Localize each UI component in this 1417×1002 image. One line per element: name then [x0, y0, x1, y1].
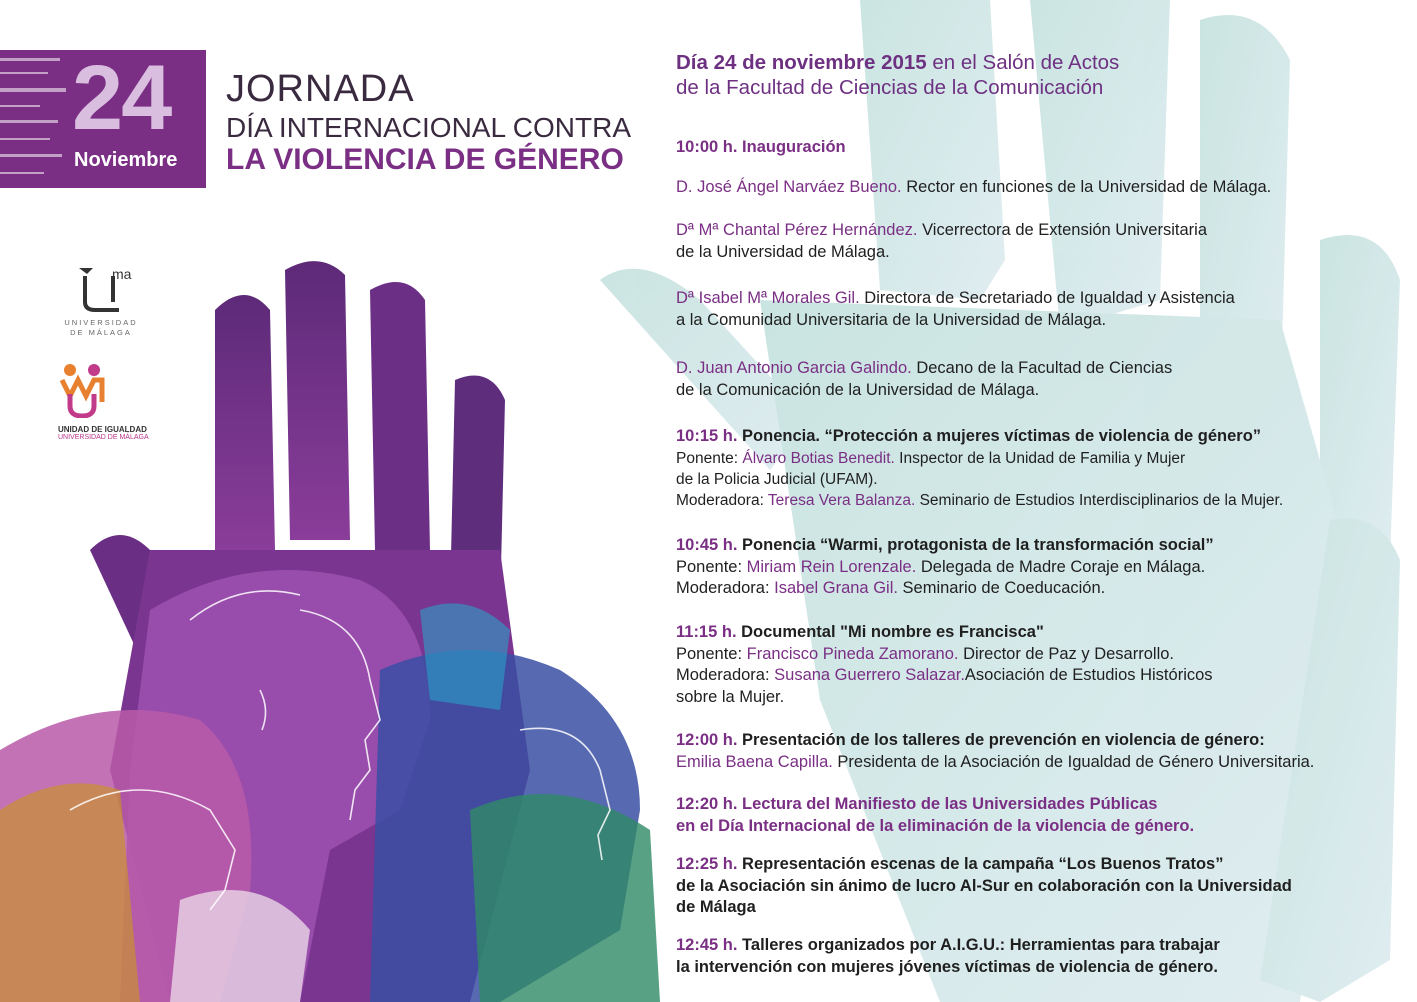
date-month: Noviembre [74, 149, 178, 171]
session-1115-ponente-name: Francisco Pineda Zamorano. [746, 644, 959, 663]
speaker-3-role-line-2: a la Comunidad Universitaria de la Universidad de Málaga. [676, 310, 1107, 329]
session-1115-title: Documental "Mi nombre es Francisca" [736, 623, 1044, 641]
speaker-3 [676, 288, 1235, 331]
speaker-2-role: Vicerrectora de Extensión Universitaria [917, 221, 1207, 239]
session-1045-time: 10:45 h. [676, 536, 738, 554]
session-1045-ponente-role: Delegada de Madre Coraje en Málaga. [916, 557, 1206, 576]
session-1015 [676, 426, 1283, 511]
session-1015-time: 10:15 h. [676, 427, 738, 445]
session-1015-moderadora-role: Seminario de Estudios Interdisciplinarios de la Mujer. [915, 491, 1284, 509]
session-1200-role: Presidenta de la Asociación de Igualdad de Género Universitaria. [832, 752, 1315, 771]
session-1220-line-1: 12:20 h. Lectura del Manifiesto de las Universidades Públicas [676, 795, 1158, 813]
session-1200-name: Emilia Baena Capilla. [676, 752, 833, 771]
speaker-2 [676, 220, 1207, 263]
uma-logo-label [58, 318, 144, 338]
title-line-3: LA VIOLENCIA DE GÉNERO [226, 143, 624, 176]
speaker-2-role-line-2: de la Universidad de Málaga. [676, 242, 890, 261]
session-1115-moderadora-role-line-2: sobre la Mujer. [676, 687, 785, 706]
speaker-4-role: Decano de la Facultad de Ciencias [911, 359, 1173, 377]
speaker-2-name: Dª Mª Chantal Pérez Hernández. [676, 221, 918, 239]
session-1225-title: Representación escenas de la campaña “Los Buenos Tratos” [737, 855, 1224, 873]
session-1225-time: 12:25 h. [676, 855, 738, 873]
session-1015-ponente-role-line-2: de la Policia Judicial (UFAM). [676, 470, 878, 488]
event-title [226, 70, 631, 175]
session-1115-ponente-role: Director de Paz y Desarrollo. [958, 644, 1174, 663]
igualdad-logo-icon [58, 362, 106, 418]
session-1245-title: Talleres organizados por A.I.G.U.: Herramientas para trabajar [737, 936, 1220, 954]
session-1200-time: 12:00 h. [676, 731, 738, 749]
session-1115-moderadora-role: Asociación de Estudios Históricos [964, 666, 1213, 684]
session-1045-moderadora-role: Seminario de Coeducación. [897, 579, 1106, 597]
session-1045-title: Ponencia “Warmi, protagonista de la transformación social” [737, 536, 1214, 554]
session-1015-moderadora-name: Teresa Vera Balanza. [767, 491, 916, 509]
igualdad-label-2: UNIVERSIDAD DE MÁLAGA [58, 434, 149, 441]
event-place: en el Salón de Actos [926, 51, 1120, 74]
session-1225-line-3: de Málaga [676, 898, 756, 916]
speaker-1-name: D. José Ángel Narváez Bueno. [676, 178, 902, 196]
session-1045 [676, 535, 1214, 600]
session-1045-moderadora-name: Isabel Grana Gil. [774, 579, 898, 597]
speaker-3-role: Directora de Secretariado de Igualdad y Asistencia [859, 289, 1235, 307]
event-date-place [676, 50, 1119, 100]
session-1015-title: Ponencia. “Protección a mujeres víctimas de violencia de género” [737, 427, 1262, 445]
event-place-line-2: de la Facultad de Ciencias de la Comunicación [676, 76, 1104, 99]
session-1200 [676, 730, 1314, 773]
speaker-4 [676, 358, 1172, 401]
moderadora-label: Moderadora: [676, 666, 775, 684]
ponente-label: Ponente: [676, 644, 747, 663]
session-1245-line-2: la intervención con mujeres jóvenes víctimas de violencia de género. [676, 957, 1218, 976]
session-1115 [676, 622, 1213, 708]
session-1200-title: Presentación de los talleres de prevención en violencia de género: [737, 731, 1265, 749]
unidad-igualdad-logo [58, 362, 158, 441]
speaker-4-name: D. Juan Antonio Garcia Galindo. [676, 359, 912, 377]
session-1220 [676, 794, 1194, 837]
ponente-label: Ponente: [676, 449, 743, 467]
session-1245-time: 12:45 h. [676, 936, 738, 954]
session-1115-time: 11:15 h. [676, 623, 737, 641]
session-1220-line-2: en el Día Internacional de la eliminación de la violencia de género. [676, 816, 1195, 835]
session-1045-ponente-name: Miriam Rein Lorenzale. [746, 557, 917, 576]
session-1225-line-2: de la Asociación sin ánimo de lucro Al-Sur en colaboración con la Universidad [676, 876, 1292, 895]
session-1245 [676, 935, 1220, 978]
title-line-2: DÍA INTERNACIONAL CONTRA [226, 112, 632, 143]
ponente-label: Ponente: [676, 557, 747, 576]
brush-streaks [0, 50, 80, 188]
session-1115-moderadora-name: Susana Guerrero Salazar. [774, 666, 965, 684]
moderadora-label: Moderadora: [676, 491, 768, 509]
speaker-3-name: Dª Isabel Mª Morales Gil. [676, 289, 860, 307]
event-date: Día 24 de noviembre 2015 [676, 51, 927, 74]
session-1015-ponente-role: Inspector de la Unidad de Familia y Mujer [894, 449, 1186, 467]
igualdad-label-1: UNIDAD DE IGUALDAD [58, 425, 147, 434]
uma-label-line-2: DE MÁLAGA [70, 328, 132, 338]
moderadora-label: Moderadora: [676, 579, 775, 597]
inauguration-heading: 10:00 h. Inauguración [676, 138, 846, 156]
date-day: 24 [72, 50, 171, 149]
title-line-1: JORNADA [226, 68, 415, 110]
speaker-1-role: Rector en funciones de la Universidad de Málaga. [901, 178, 1272, 196]
uma-logo-sup: ma [112, 266, 132, 282]
uma-label-line-1: UNIVERSIDAD [64, 318, 138, 327]
session-1015-ponente-name: Álvaro Botias Benedit. [742, 449, 895, 467]
speaker-4-role-line-2: de la Comunicación de la Universidad de Málaga. [676, 380, 1040, 399]
session-1225 [676, 854, 1292, 919]
speaker-1 [676, 177, 1271, 199]
date-badge [0, 50, 206, 188]
universidad-malaga-logo [58, 262, 148, 342]
